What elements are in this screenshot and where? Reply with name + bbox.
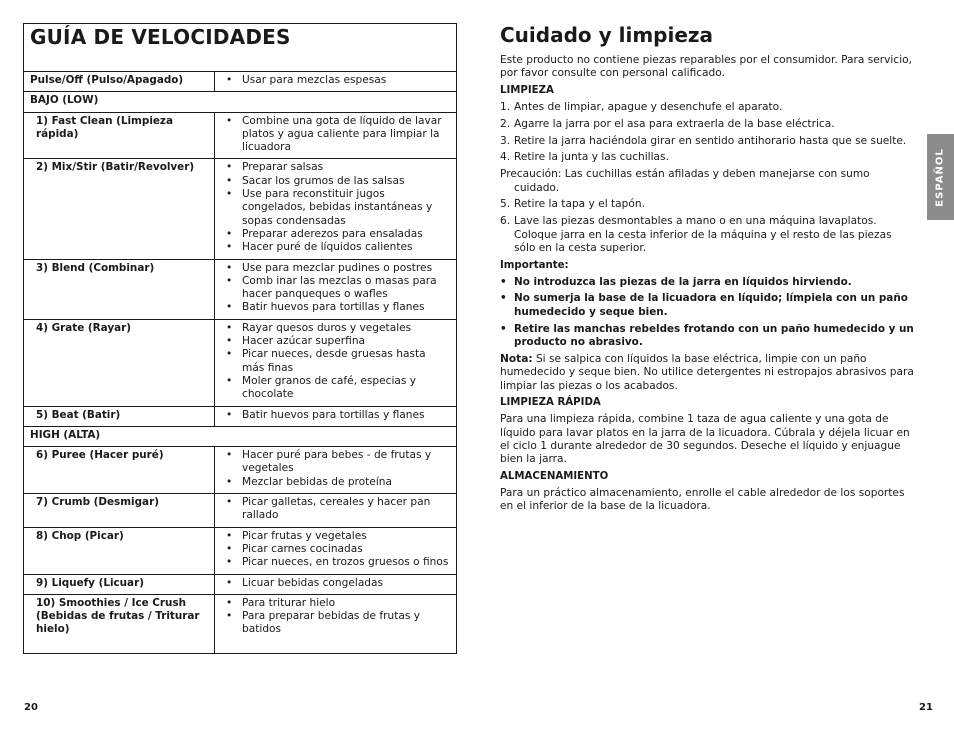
step-number: 1. [500, 101, 511, 113]
step-number: 4. [500, 151, 511, 164]
quick-clean-heading: LIMPIEZA RÁPIDA [500, 397, 601, 409]
speed-uses [215, 112, 457, 159]
caution-text: Precaución: Las cuchillas están afiladas y deben manejarse con sumo cuidado. [500, 168, 870, 194]
speed-uses [215, 159, 457, 259]
page-number-right: 21 [919, 702, 933, 713]
table-row [24, 406, 457, 426]
list-item: • Comb inar las mezclas o masas para hacer panqueques o wafles [223, 275, 450, 302]
speed-guide-table [23, 23, 457, 654]
list-item: • Moler granos de café, especias y chocolate [223, 375, 450, 402]
table-row [24, 447, 457, 494]
section-title: Cuidado y limpieza [500, 23, 714, 47]
step-number: 6. [500, 215, 511, 228]
speed-uses [215, 594, 457, 653]
speed-label: 5) Beat (Batir) [24, 406, 215, 426]
speed-label: 8) Chop (Picar) [24, 527, 215, 574]
cleaning-heading: LIMPIEZA [500, 85, 554, 97]
speed-label: 7) Crumb (Desmigar) [24, 494, 215, 528]
important-item: • No introduzca las piezas de la jarra en líquidos hirviendo. [500, 276, 915, 289]
step-number: 2. [500, 117, 511, 130]
list-item: • Picar carnes cocinadas [223, 543, 450, 556]
step-text: Retire la junta y las cuchillas. [514, 151, 669, 164]
step-number: 5. [500, 198, 511, 211]
speed-label: 1) Fast Clean (Limpieza rápida) [24, 112, 215, 159]
important-heading: Importante: [500, 259, 569, 271]
list-item: • Picar nueces, desde gruesas hasta más finas [223, 348, 450, 375]
speed-uses [215, 406, 457, 426]
step-item [500, 151, 915, 164]
step-item [500, 198, 915, 211]
low-speeds [24, 112, 457, 426]
list-item: • Rayar quesos duros y vegetales [223, 322, 450, 335]
list-item: • Usar para mezclas espesas [223, 74, 450, 87]
list-item: • Picar galletas, cereales y hacer pan rallado [223, 496, 450, 523]
table-row [24, 159, 457, 259]
section-row [24, 426, 457, 446]
speed-uses [215, 259, 457, 319]
intro-text: Este producto no contiene piezas reparables por el consumidor. Para servicio, por favor consulte con personal calificado. [500, 54, 912, 80]
note-paragraph [500, 353, 915, 393]
list-item: • Batir huevos para tortillas y flanes [223, 409, 450, 422]
list-item: • Picar nueces, en trozos gruesos o finos [223, 556, 450, 569]
table-row [24, 319, 457, 406]
speed-label: 10) Smoothies / Ice Crush (Bebidas de frutas / Triturar hielo) [24, 594, 215, 653]
table-row [24, 112, 457, 159]
speed-uses [215, 72, 457, 92]
step-number: 3. [500, 134, 511, 147]
step-item [500, 101, 915, 114]
speed-label: Pulse/Off (Pulso/Apagado) [24, 72, 215, 92]
list-item: • Picar frutas y vegetales [223, 530, 450, 543]
list-item: • Para preparar bebidas de frutas y batidos [223, 610, 450, 637]
table-row [24, 72, 457, 92]
cleaning-steps [500, 101, 915, 165]
step-item [500, 215, 915, 255]
table-title-row [24, 24, 457, 72]
step-item [500, 118, 915, 131]
list-item: • Batir huevos para tortillas y flanes [223, 301, 450, 314]
step-text: Agarre la jarra por el asa para extraerla de la base eléctrica. [514, 117, 835, 130]
speed-uses [215, 494, 457, 528]
list-item: • Sacar los grumos de las salsas [223, 175, 450, 188]
speed-label: 4) Grate (Rayar) [24, 319, 215, 406]
important-item: • Retire las manchas rebeldes frotando con un paño humedecido y un producto no abrasivo. [500, 323, 915, 350]
high-speeds [24, 447, 457, 654]
language-tab [927, 134, 954, 220]
table-row [24, 594, 457, 653]
page-title: GUÍA DE VELOCIDADES [30, 25, 291, 49]
speed-uses [215, 447, 457, 494]
cleaning-steps-continued [500, 198, 915, 255]
step-text: Lave las piezas desmontables a mano o en una máquina lavaplatos. Coloque jarra en la cesta inferior de la máquina y el resto de las piezas sólo en la cesta superior. [514, 215, 892, 254]
list-item: • Licuar bebidas congeladas [223, 577, 450, 590]
language-tab-label: ESPAÑOL [935, 147, 946, 207]
list-item: • Mezclar bebidas de proteína [223, 476, 450, 489]
speed-uses [215, 319, 457, 406]
table-row [24, 574, 457, 594]
important-list [500, 276, 915, 350]
list-item: • Preparar aderezos para ensaladas [223, 228, 450, 241]
step-text: Antes de limpiar, apague y desenchufe el aparato. [514, 101, 783, 113]
important-item: • No sumerja la base de la licuadora en líquido; límpiela con un paño humedecido y seque bien. [500, 292, 915, 319]
speed-label: 3) Blend (Combinar) [24, 259, 215, 319]
table-row [24, 259, 457, 319]
storage-text: Para un práctico almacenamiento, enrolle el cable alrededor de los soportes en el inferior de la base de la licuadora. [500, 487, 905, 513]
list-item: • Use para reconstituir jugos congelados, bebidas instantáneas y sopas condensadas [223, 188, 450, 228]
step-text: Retire la jarra haciéndola girar en sentido antihorario hasta que se suelte. [514, 134, 907, 147]
table-row [24, 527, 457, 574]
quick-clean-text: Para una limpieza rápida, combine 1 taza de agua caliente y una gota de líquido para lavar platos en la jarra de la licuadora. Cúbrala y déjela licuar en el ciclo 1 durante alrededor de 30 segundos. Deseche el líquido y enjuague bien la jarra. [500, 413, 910, 466]
list-item: • Para triturar hielo [223, 597, 450, 610]
section-row [24, 92, 457, 112]
list-item: • Hacer azúcar superfina [223, 335, 450, 348]
list-item: • Preparar salsas [223, 161, 450, 174]
note-text: Si se salpica con líquidos la base eléctrica, limpie con un paño humedecido y seque bien. No utilice detergentes ni estropajos abrasivos para limpiar las piezas o los acabados. [500, 352, 914, 392]
speed-uses [215, 527, 457, 574]
list-item: • Use para mezclar pudines o postres [223, 262, 450, 275]
table-row [24, 494, 457, 528]
note-label: Nota: [500, 352, 533, 365]
section-header-high: HIGH (ALTA) [24, 426, 457, 446]
speed-label: 9) Liquefy (Licuar) [24, 574, 215, 594]
storage-heading: ALMACENAMIENTO [500, 471, 609, 483]
speed-uses [215, 574, 457, 594]
step-item [500, 135, 915, 148]
step-text: Retire la tapa y el tapón. [514, 198, 645, 211]
care-cleaning-section [500, 23, 915, 517]
section-header-low: BAJO (LOW) [24, 92, 457, 112]
list-item: • Hacer puré de líquidos calientes [223, 241, 450, 254]
list-item: • Combine una gota de líquido de lavar platos y agua caliente para limpiar la licuadora [223, 115, 450, 155]
list-item: • Hacer puré para bebes - de frutas y vegetales [223, 449, 450, 476]
page-number-left: 20 [24, 702, 38, 713]
speed-label: 6) Puree (Hacer puré) [24, 447, 215, 494]
speed-label: 2) Mix/Stir (Batir/Revolver) [24, 159, 215, 259]
